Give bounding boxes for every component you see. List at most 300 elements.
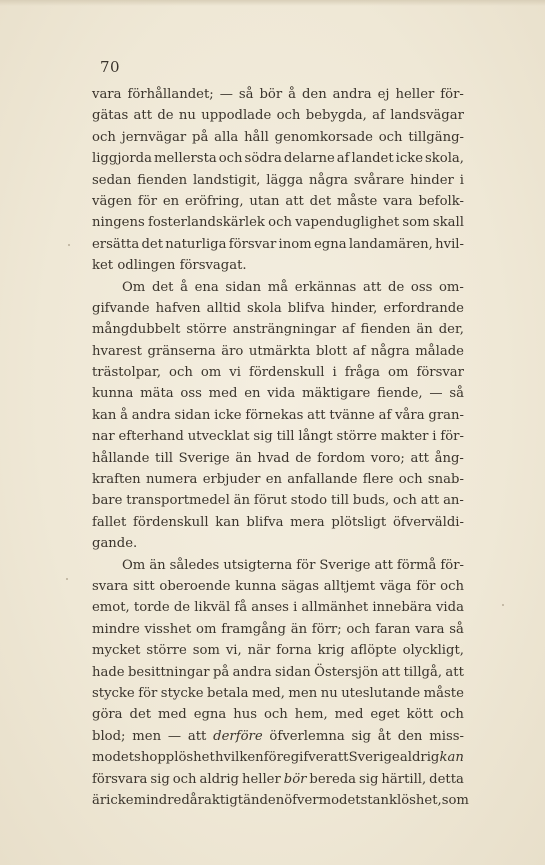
word: jernvägar [121,129,187,145]
word: skall [432,215,464,231]
word: den [397,728,423,744]
word: några [370,343,410,359]
word: mera [290,514,325,530]
word: således [169,557,220,573]
word: hus [233,707,257,723]
word: än [235,450,252,466]
word: gifvande [92,300,150,316]
word: att [285,193,304,209]
text-line [92,619,464,640]
word: vida [267,386,296,402]
word: kunna [92,386,134,402]
text-line [92,148,464,169]
word: — [167,728,182,744]
word: nar [92,429,115,445]
word: och [378,129,403,145]
word: betala [206,685,249,701]
word: fosterlandskärlek [147,215,265,231]
word: krig [317,643,345,659]
word: få [234,600,248,616]
word: som [441,792,469,808]
text-line [92,426,464,447]
word: på [192,129,209,145]
word: blott [315,343,348,359]
text-line [92,212,464,233]
word: landstigit, [192,172,261,188]
word: ej [377,87,390,102]
word: anfallande [287,472,358,488]
text-line [92,127,464,148]
word: icke [395,151,424,167]
word: som [192,643,220,659]
word: utmärkta [248,343,311,359]
word: af [336,151,350,167]
word: en [265,472,282,488]
body-text [92,84,469,811]
word: till [276,429,295,445]
word: och [218,151,243,167]
word: de [295,450,312,466]
text-line [92,704,464,725]
word: flere [362,472,394,488]
word: är [92,792,107,808]
word: det [309,193,332,209]
word: visshet [144,621,192,637]
text-line [92,277,464,298]
word: försvar [228,236,277,252]
word: vi [229,365,241,381]
word: långt [298,429,333,445]
word: än [416,322,433,338]
word: fördenskull [133,514,209,530]
word: om- [438,279,464,295]
word: mångdubbelt [92,322,181,338]
word: kött [406,707,434,723]
text-line [92,298,464,319]
word: och [276,108,301,124]
text-line [92,341,464,362]
word: mellersta [153,151,217,167]
word: befolk- [418,193,464,209]
word: så [238,87,254,102]
text-line [92,726,464,747]
word: och [346,621,371,637]
word: andra [131,407,171,423]
text-line [92,383,464,404]
word: heller [395,87,435,102]
word: uppodlade [201,108,272,124]
word: vägen [92,193,133,209]
word: af [372,108,385,124]
word: torde [133,600,170,616]
word: heller [241,771,281,787]
word: — [219,87,233,102]
word: andra [332,87,372,102]
text-line [92,234,464,255]
word: i [332,365,337,381]
word: kraften [92,472,141,488]
word: föregifver [263,750,330,766]
word: hafven [155,300,201,316]
word: men [132,728,162,744]
word: hvil- [435,236,464,252]
word: oss [180,386,202,402]
word: plötsligt [331,514,387,530]
word: landamären, [348,236,433,252]
word: eget [370,707,400,723]
word: numera [145,472,198,488]
word: fråga [344,365,381,381]
word: snab- [427,472,464,488]
text-line [92,191,464,212]
word: gränserna [147,343,216,359]
word: väga [379,578,412,594]
word: tillgäng- [408,129,464,145]
word: hvad [257,450,290,466]
word: — [429,386,443,402]
word: bare [92,493,123,509]
word: hvilken [214,750,264,766]
word: hinder [410,172,454,188]
word: att [133,108,153,124]
word: aldrig [399,750,440,766]
word: att [445,664,464,680]
text-line [92,362,464,383]
word: allmänhet [301,600,369,616]
word: Sverige [178,450,230,466]
text-line [92,640,464,661]
word: att [420,493,440,509]
word: den [259,792,285,808]
word: våra [395,407,425,423]
word: i [459,172,464,188]
word: derföre [213,728,263,744]
word: de [173,600,191,616]
word: om [200,365,222,381]
word: buds, [352,493,390,509]
word: nu [178,108,196,124]
word: sägas [281,578,319,594]
word: delarne [283,151,335,167]
word: ång- [434,450,464,466]
word: å [120,407,129,423]
word: likväl [194,600,231,616]
word: och [268,215,292,231]
word: bebygda, [305,108,367,124]
word: öfverlemna [269,728,345,744]
word: kunna [235,578,277,594]
word: med [157,707,187,723]
text-line [92,490,464,511]
word: voro; [370,450,405,466]
word: sig [351,728,371,744]
word: och [172,771,197,787]
word: öfverväldi- [392,514,464,530]
word: naturliga [165,236,227,252]
word: och [263,707,288,723]
text-line [92,469,464,490]
word: hinder, [330,300,378,316]
word: några [309,172,348,188]
word: utvecklat [187,429,250,445]
word: innebära [372,600,432,616]
word: Sverige [319,557,371,573]
text-line [92,683,464,704]
word: dåraktigt [181,792,244,808]
word: de [157,108,174,124]
word: sig [150,771,170,787]
word: försvara [92,771,148,787]
word: förnekas [245,407,304,423]
word: bör [283,771,307,787]
word: ket [92,258,114,274]
word: mäktigare [302,386,371,402]
word: genomkorsade [274,129,373,145]
word: målade [415,343,464,359]
word: gande. [92,536,138,552]
word: fallet [92,514,127,530]
word: Om [122,279,146,295]
word: svårare [353,172,405,188]
word: oberoende [159,578,231,594]
word: och [440,578,464,594]
word: der, [438,322,464,338]
word: för- [440,87,464,102]
word: för [296,557,316,573]
word: sidan [274,664,311,680]
word: tillgå, [403,664,443,680]
word: med [334,707,364,723]
word: lägga [266,172,304,188]
word: större [336,429,377,445]
word: icke [214,407,242,423]
word: kan [439,750,464,766]
word: och [169,365,193,381]
word: vara [415,621,445,637]
word: efterhand [118,429,184,445]
word: forna [276,643,312,659]
word: sedan [92,172,132,188]
word: att [307,407,326,423]
word: öfvermodets [284,792,368,808]
word: alltjemt [323,578,376,594]
word: kan [92,407,117,423]
word: nu [320,685,338,701]
word: med, [251,685,285,701]
word: hopplöshet [140,750,215,766]
word: ersätta [92,236,140,252]
word: härtill, [381,771,427,787]
word: blifva [287,300,325,316]
word: stodo [290,493,328,509]
word: det [141,236,164,252]
word: försvar [416,365,464,381]
word: som [402,215,430,231]
word: skola, [425,151,464,167]
word: det [151,279,174,295]
word: blod; [92,728,126,744]
word: bereda [309,771,357,787]
word: det [129,707,152,723]
word: mindre [92,621,140,637]
word: å [180,279,188,295]
word: förhållandet; [127,87,214,102]
word: tvänne [329,407,375,423]
word: sig [253,429,273,445]
word: sidan [225,279,262,295]
word: oss [410,279,433,295]
word: måste [423,685,464,701]
word: södra [244,151,282,167]
word: miss- [429,728,464,744]
word: af [378,407,392,423]
word: hållande [92,450,150,466]
word: makter [380,429,429,445]
word: de [388,279,405,295]
word: och [398,472,423,488]
paper-speck [68,244,70,246]
word: stycke [160,685,204,701]
word: detta [429,771,464,787]
word: andra [232,664,272,680]
word: hvarest [92,343,142,359]
word: odlingen [117,258,176,274]
word: mäta [140,386,174,402]
word: mindre [133,792,182,808]
word: förut [253,493,287,509]
word: mycket [92,643,141,659]
word: så [449,621,464,637]
word: vapenduglighet [295,215,400,231]
word: kan [215,514,240,530]
text-line [92,319,464,340]
word: erkännas [294,279,357,295]
word: den [301,87,327,102]
text-line [92,597,464,618]
word: inom [278,236,312,252]
word: aflöpte [350,643,397,659]
word: alltid [206,300,241,316]
word: uteslutande [341,685,421,701]
paper-speck [502,604,504,606]
word: fienden [360,322,411,338]
word: anses [251,600,289,616]
word: erbjuder [202,472,261,488]
word: ena [194,279,219,295]
word: erfordrande [383,300,464,316]
word: alla [214,129,239,145]
word: göra [92,707,123,723]
word: Om [122,557,146,573]
text-line [92,555,464,576]
word: sig [359,771,379,787]
page-top-edge [0,0,545,6]
word: framgång [221,621,286,637]
word: vara [383,193,413,209]
word: olyckligt, [402,643,464,659]
word: till [330,493,349,509]
text-line [92,170,464,191]
text-line [92,576,464,597]
word: om [388,365,409,381]
word: i [293,600,298,616]
text-line [92,533,464,554]
word: och [92,129,116,145]
word: utan [249,193,280,209]
word: för- [440,429,464,445]
word: af [352,343,366,359]
text-line [92,84,464,105]
word: i [432,429,437,445]
word: vida [435,600,464,616]
word: att [381,664,401,680]
word: ningens [92,215,145,231]
word: Sverige [348,750,400,766]
text-line [92,448,464,469]
word: försvagat. [179,258,247,274]
word: att [187,728,207,744]
word: på [212,664,230,680]
word: hem, [294,707,328,723]
word: faran [374,621,411,637]
word: liggjorda [92,151,152,167]
word: svara [92,578,129,594]
word: egna [313,236,347,252]
word: att [410,450,429,466]
text-line [92,405,464,426]
word: trästolpar, [92,365,162,381]
page-number: 70 [100,58,121,76]
word: an- [443,493,464,509]
word: fiende, [377,386,423,402]
word: gran- [428,407,464,423]
word: med [208,386,238,402]
word: vi, [225,643,242,659]
word: fördenskull [248,365,325,381]
text-line [92,512,464,533]
text-line [92,790,469,811]
text-line [92,769,464,790]
word: emot, [92,600,130,616]
word: tanklöshet, [367,792,442,808]
text-line [92,105,464,126]
word: när [247,643,271,659]
word: utsigterna [223,557,293,573]
word: äro [221,343,244,359]
word: af [341,322,355,338]
word: till [155,450,173,466]
word: att [362,279,382,295]
word: måste [337,193,378,209]
word: att [330,750,349,766]
word: vara [92,87,122,102]
word: sidan [174,407,211,423]
text-line [92,662,464,683]
word: gätas [92,108,129,124]
text-line [92,255,464,276]
word: förr; [311,621,342,637]
word: så [449,386,464,402]
word: skola [246,300,282,316]
word: stycke [92,685,135,701]
word: större [146,643,187,659]
word: transportmedel [126,493,230,509]
word: å [288,87,296,102]
word: åt [377,728,391,744]
word: än [149,557,166,573]
word: icke [106,792,134,808]
word: må [267,279,289,295]
